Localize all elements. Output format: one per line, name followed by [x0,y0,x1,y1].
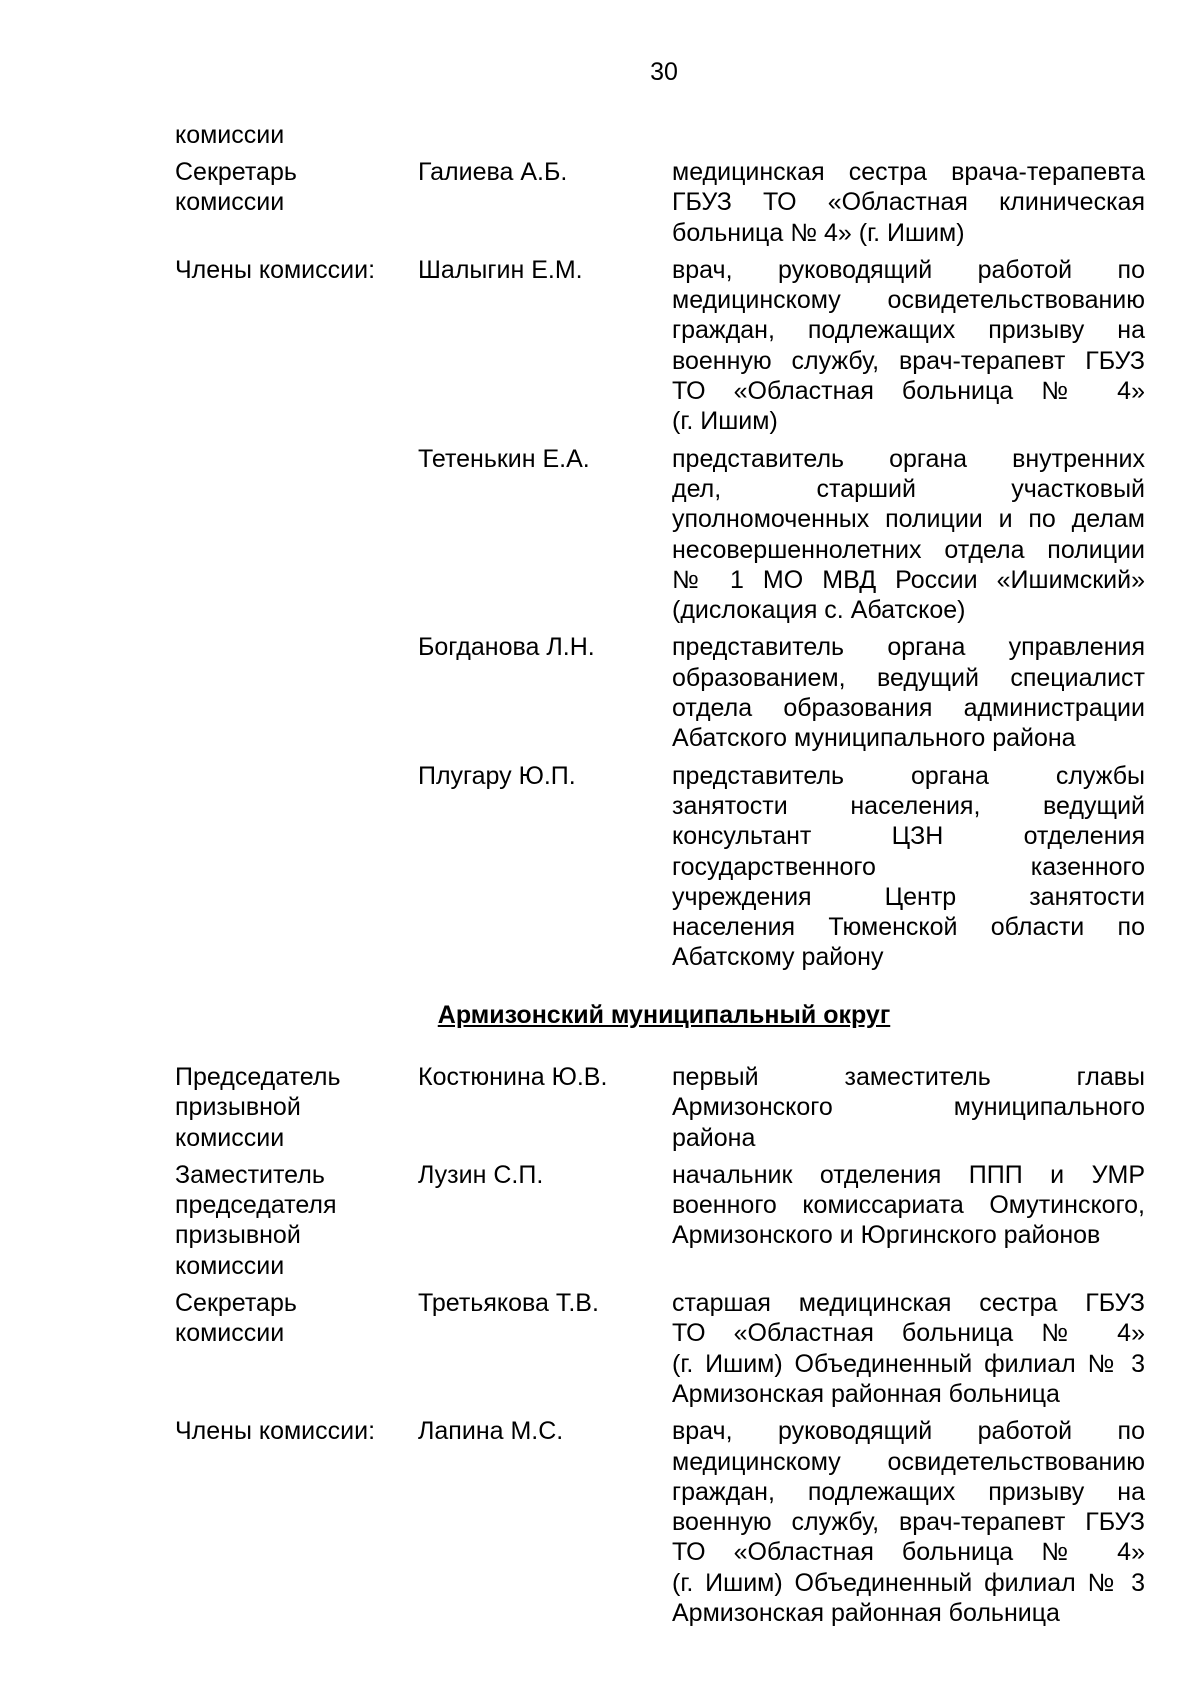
position-line: граждан, подлежащих призыву на [672,316,1145,345]
position-line: ТО «Областная больница № 4» [672,1319,1145,1348]
role-line: комиссии [175,1251,285,1280]
member-name: Третьякова Т.В. [418,1289,599,1318]
commission-section-1 [0,157,1200,973]
position-line: Армизонского и Юргинского районов [672,1221,1101,1250]
position-line: представитель органа службы [672,761,1145,790]
position-line: ГБУЗ ТО «Областная клиническая [672,188,1145,217]
member-name: Тетенькин Е.А. [418,444,590,473]
role-line: Секретарь [175,1289,297,1318]
member-row [0,1160,1200,1281]
member-role [175,1288,405,1349]
position-line: (дислокация с. Абатское) [672,596,966,625]
position-line: Абатскому району [672,943,884,972]
member-role [175,1160,405,1281]
position-line: граждан, подлежащих призыву на [672,1477,1145,1506]
member-row [0,255,1200,437]
position-line: врач, руководящий работой по [672,1417,1145,1446]
member-name: Богданова Л.Н. [418,633,595,662]
member-role [175,1062,405,1153]
role-text: комиссии [175,121,285,149]
position-line: несовершеннолетних отдела полиции [672,535,1145,564]
position-line: (г. Ишим) Объединенный филиал № 3 [672,1349,1145,1378]
position-line: Армизонского муниципального [672,1093,1145,1122]
position-line: государственного казенного [672,852,1145,881]
member-position [672,1288,1145,1409]
position-line: ТО «Областная больница № 4» [672,377,1145,406]
position-line: старшая медицинская сестра ГБУЗ [672,1289,1145,1318]
member-name: Плугару Ю.П. [418,761,576,790]
position-line: медицинскому освидетельствованию [672,1447,1145,1476]
page-number: 30 [650,58,678,86]
role-line: Члены комиссии: [175,1417,376,1446]
position-line: образованием, ведущий специалист [672,663,1145,692]
position-line: медицинскому освидетельствованию [672,286,1145,315]
role-line: председателя [175,1191,337,1220]
position-line: военную службу, врач-терапевт ГБУЗ [672,346,1145,375]
role-line: комиссии [175,1319,285,1348]
member-position [672,1416,1145,1628]
member-row [0,1288,1200,1409]
position-line: медицинская сестра врача-терапевта [672,158,1145,186]
commission-section-2 [0,1062,1200,1628]
member-role [175,1416,405,1446]
position-line: занятости населения, ведущий [672,791,1145,820]
role-line: Заместитель [175,1160,325,1189]
member-role [175,157,405,218]
position-line: отдела образования администрации [672,694,1145,723]
position-line: района [672,1123,756,1152]
member-row [0,444,1200,626]
role-line: Председатель [175,1063,341,1091]
member-position [672,1160,1145,1251]
member-role [175,255,405,285]
position-line: консультант ЦЗН отделения [672,822,1145,851]
role-line: призывной [175,1093,301,1122]
member-position [672,1062,1145,1153]
member-name: Лапина М.С. [418,1417,564,1446]
member-name: Костюнина Ю.В. [418,1063,608,1091]
member-position [672,632,1145,753]
member-name: Шалыгин Е.М. [418,255,583,284]
role-line: комиссии [175,188,285,217]
district-heading: Армизонский муниципальный округ [437,1001,891,1029]
member-row [0,157,1200,248]
position-line: первый заместитель главы [672,1063,1145,1091]
member-row [0,761,1200,973]
position-line: учреждения Центр занятости [672,882,1145,911]
role-line: Секретарь [175,158,297,186]
position-line: уполномоченных полиции и по делам [672,505,1145,534]
position-line: представитель органа внутренних [672,444,1145,473]
member-position [672,255,1145,437]
position-line: населения Тюменской области по [672,913,1145,942]
position-line: начальник отделения ППП и УМР [672,1160,1145,1189]
position-line: военную службу, врач-терапевт ГБУЗ [672,1508,1145,1537]
position-line: № 1 МО МВД России «Ишимский» [672,565,1145,594]
member-position [672,157,1145,248]
position-line: Армизонская районная больница [672,1379,1060,1408]
member-row [0,632,1200,753]
member-name: Галиева А.Б. [418,158,568,186]
position-line: врач, руководящий работой по [672,255,1145,284]
position-line: Армизонская районная больница [672,1599,1060,1628]
position-line: (г. Ишим) Объединенный филиал № 3 [672,1568,1145,1597]
role-line: комиссии [175,1123,285,1152]
member-position [672,444,1145,626]
position-line: дел, старший участковый [672,474,1145,503]
position-line: ТО «Областная больница № 4» [672,1538,1145,1567]
member-row [0,1416,1200,1628]
member-name: Лузин С.П. [418,1160,544,1189]
role-line: призывной [175,1221,301,1250]
member-position [672,761,1145,973]
position-line: больница № 4» (г. Ишим) [672,218,965,247]
position-line: представитель органа управления [672,633,1145,662]
position-line: (г. Ишим) [672,407,778,436]
member-row [0,1062,1200,1153]
position-line: Абатского муниципального района [672,724,1076,753]
role-line: Члены комиссии: [175,255,376,284]
position-line: военного комиссариата Омутинского, [672,1191,1145,1220]
